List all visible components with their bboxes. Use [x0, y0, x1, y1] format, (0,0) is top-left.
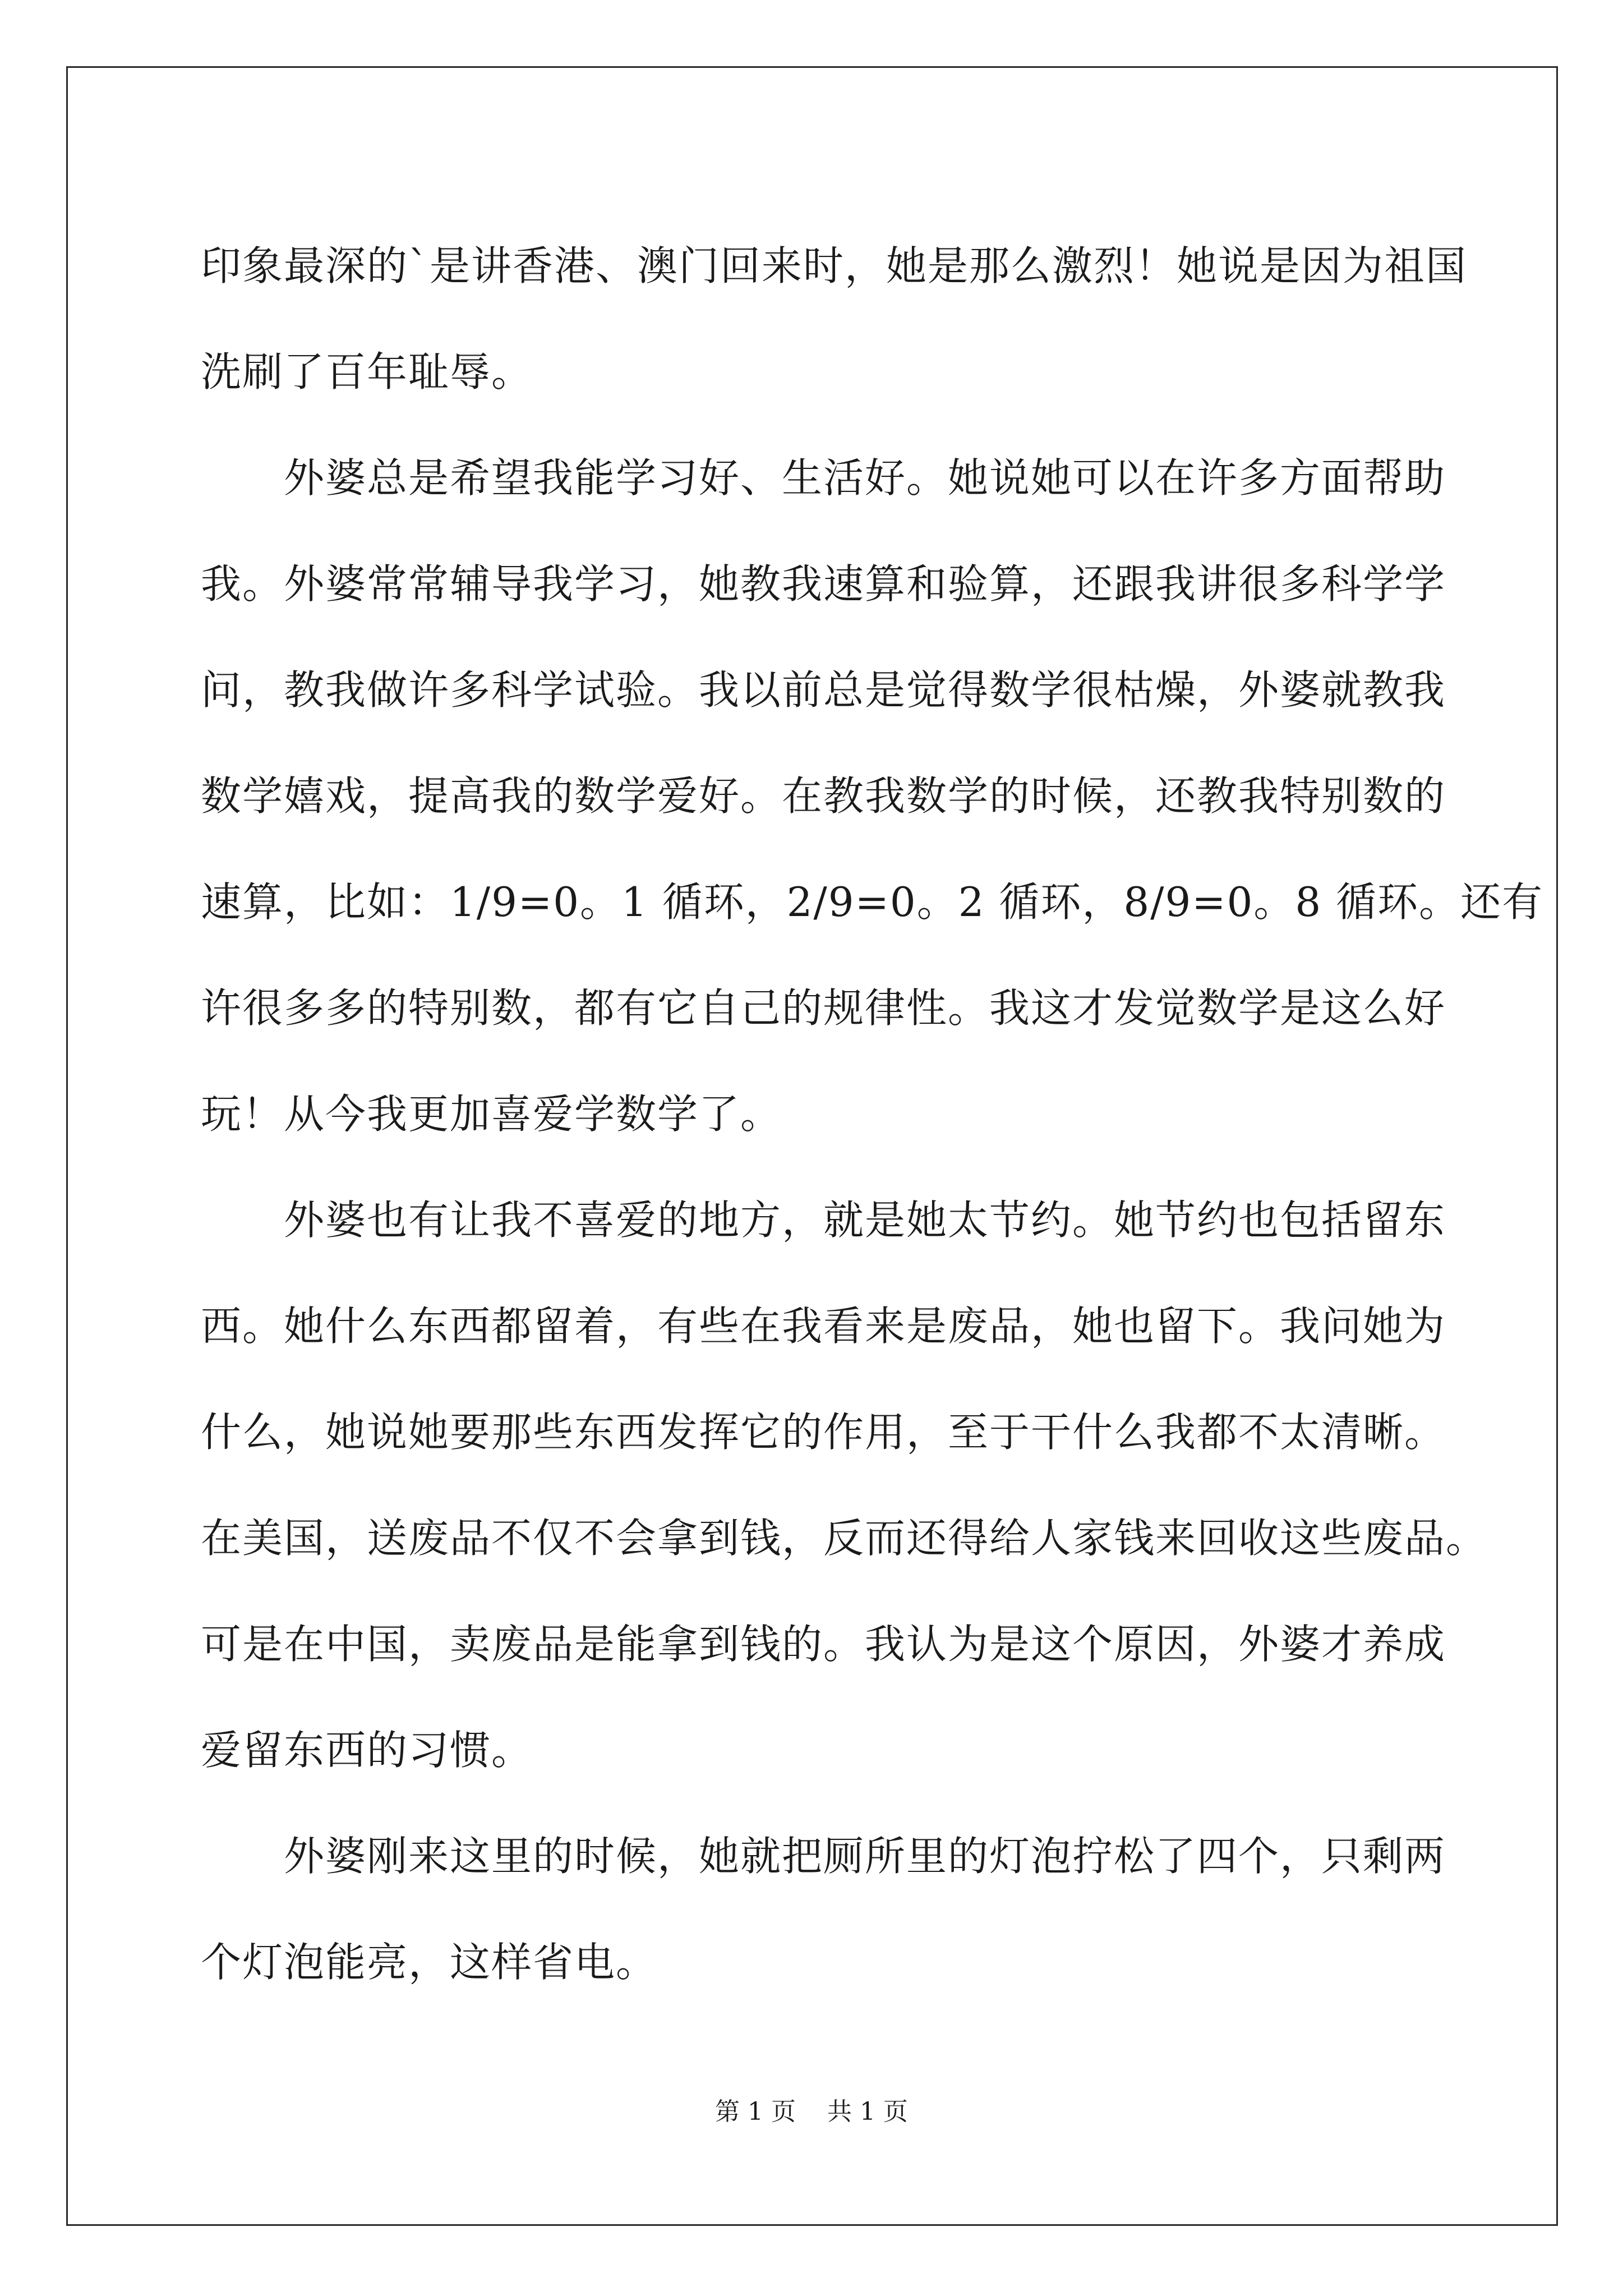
- text-line: 数学嬉戏，提高我的数学爱好。在教我数学的时候，还教我特别数的: [201, 772, 1446, 820]
- text-line: 个灯泡能亮，这样省电。: [201, 1939, 658, 1986]
- paragraph-2: [201, 425, 1544, 1167]
- text-line: 印象最深的`是讲香港、澳门回来时，她是那么激烈！她说是因为祖国: [201, 242, 1468, 289]
- page-footer: 第 1 页 共 1 页: [715, 2097, 908, 2126]
- text-line: 洗刷了百年耻辱。: [201, 348, 533, 395]
- text-line: 什么，她说她要那些东西发挥它的作用，至于干什么我都不太清晰。: [201, 1409, 1446, 1456]
- document-body: [201, 213, 1544, 2016]
- text-line: 外婆也有让我不喜爱的地方，就是她太节约。她节约也包括留东: [284, 1197, 1446, 1244]
- text-line: 外婆总是希望我能学习好、生活好。她说她可以在许多方面帮助: [284, 454, 1446, 501]
- text-line: 可是在中国，卖废品是能拿到钱的。我认为是这个原因，外婆才养成: [201, 1621, 1446, 1668]
- paragraph-4: [201, 1803, 1468, 2016]
- text-line: 在美国，送废品不仅不会拿到钱，反而还得给人家钱来回收这些废品。: [201, 1515, 1488, 1562]
- paragraph-1: [201, 213, 1468, 425]
- text-line: 玩！从今我更加喜爱学数学了。: [201, 1091, 782, 1138]
- text-line: 我。外婆常常辅导我学习，她教我速算和验算，还跟我讲很多科学学: [201, 560, 1446, 608]
- paragraph-3: [201, 1167, 1488, 1803]
- text-line: 爱留东西的习惯。: [201, 1727, 533, 1774]
- text-line: 许很多多的特别数，都有它自己的规律性。我这才发觉数学是这么好: [201, 984, 1446, 1032]
- text-line: 速算，比如：1/9=0。1 循环，2/9=0。2 循环，8/9=0。8 循环。还有: [201, 878, 1544, 926]
- text-line: 外婆刚来这里的时候，她就把厕所里的灯泡拧松了四个，只剩两: [284, 1833, 1446, 1880]
- text-line: 问，教我做许多科学试验。我以前总是觉得数学很枯燥，外婆就教我: [201, 666, 1446, 714]
- text-line: 西。她什么东西都留着，有些在我看来是废品，她也留下。我问她为: [201, 1303, 1446, 1350]
